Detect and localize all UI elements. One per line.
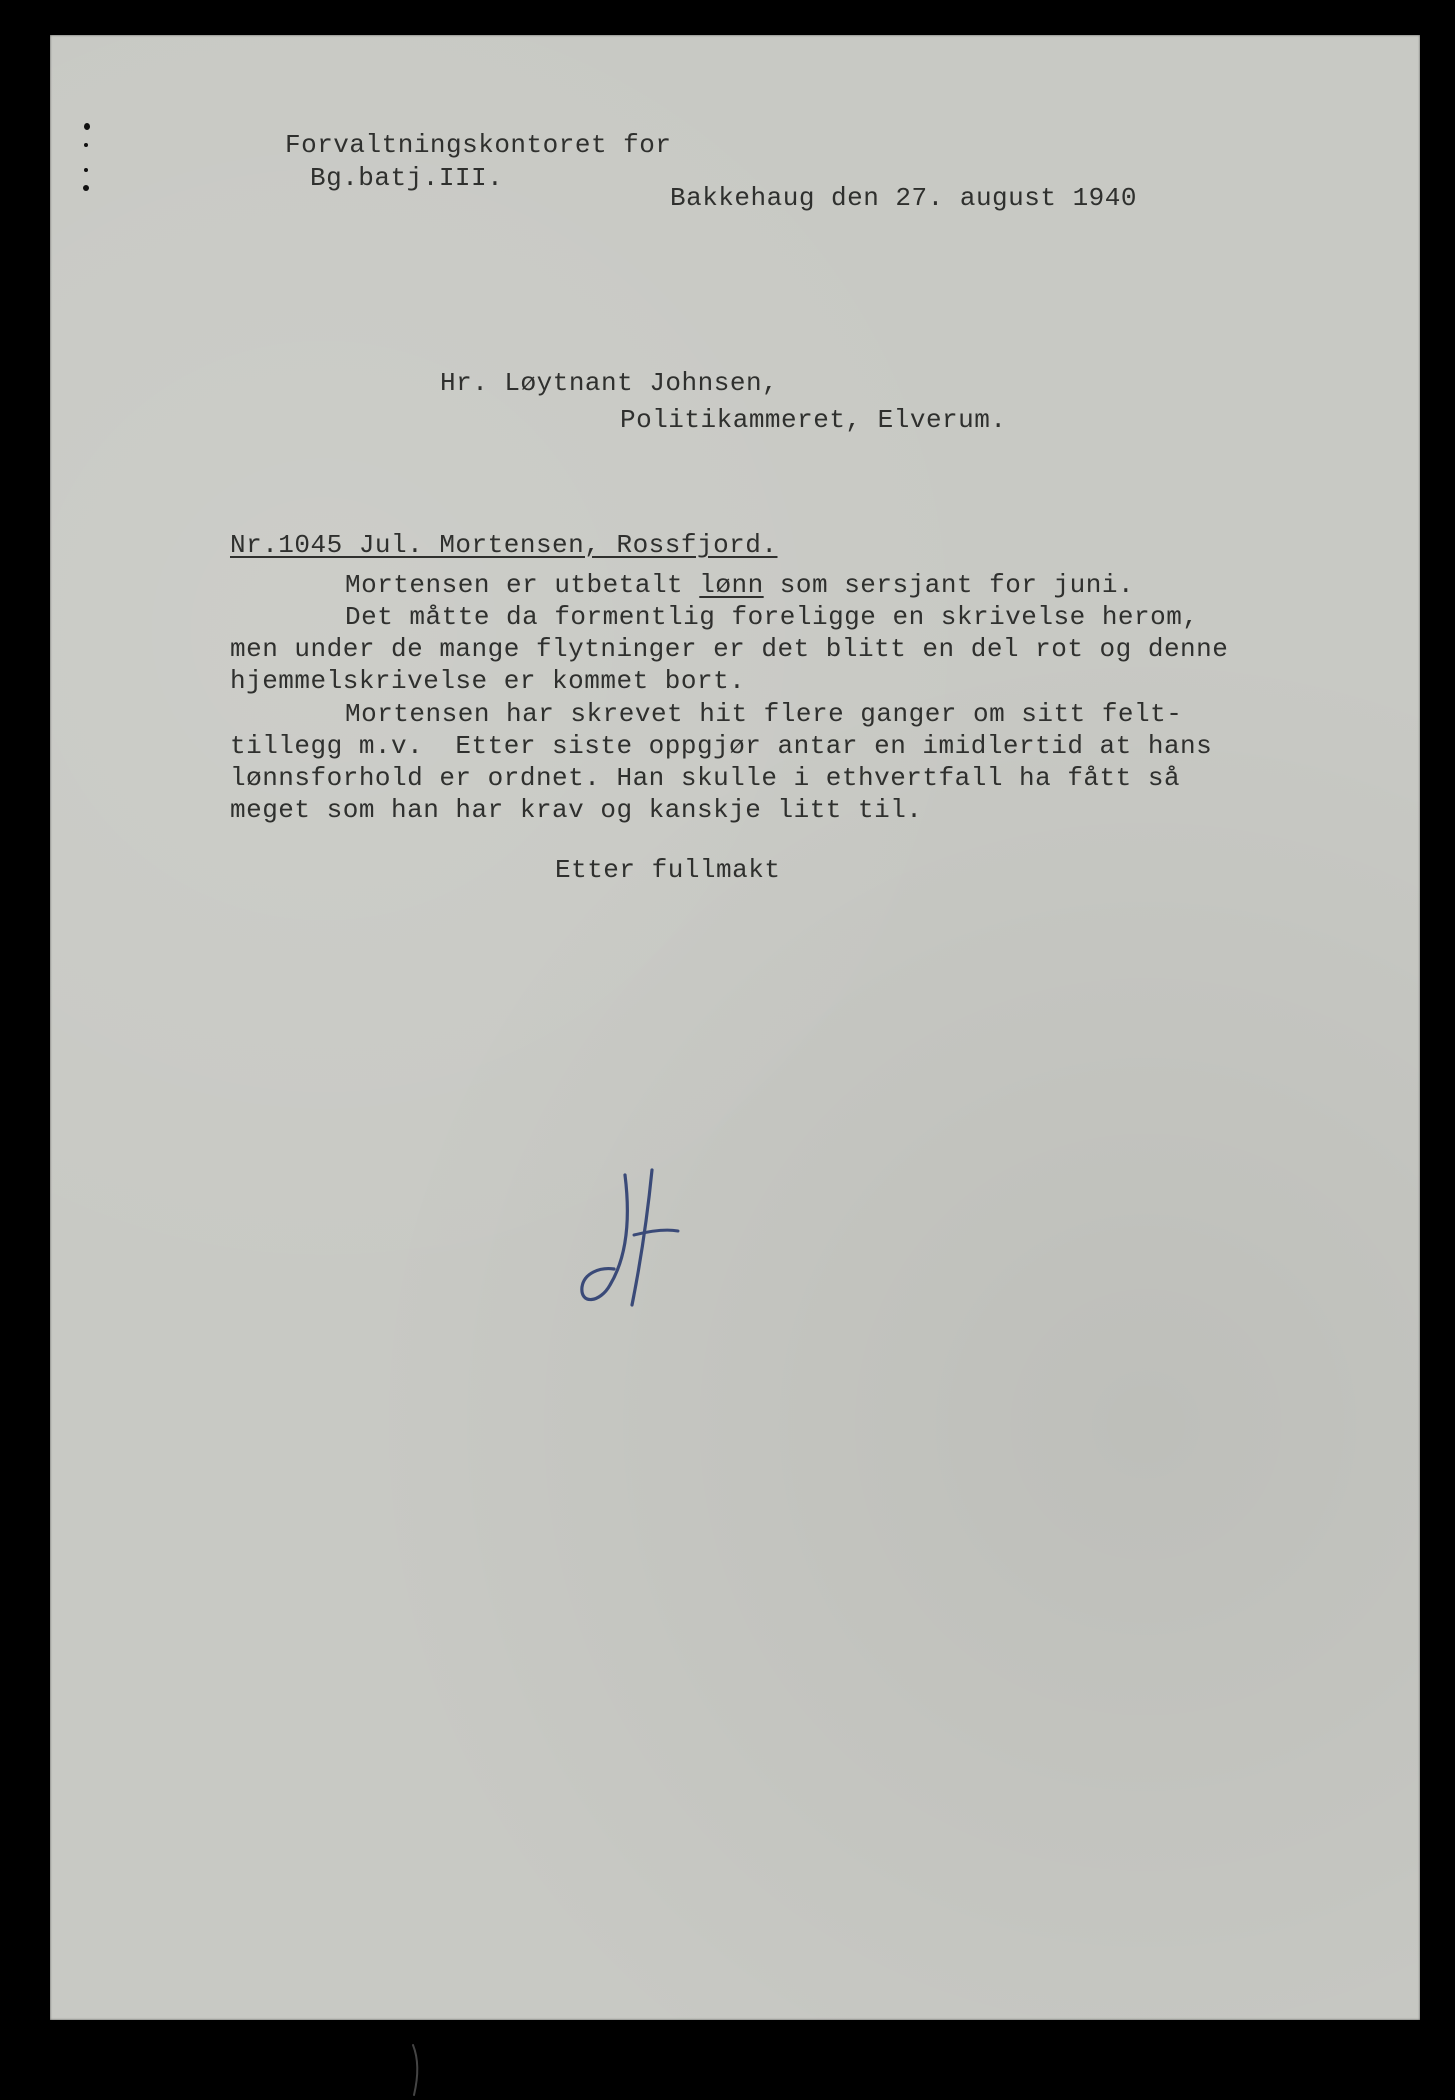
sender-line-2: Bg.batj.III.	[310, 163, 504, 193]
binder-hole-mark	[84, 143, 88, 147]
pencil-mark	[405, 2040, 425, 2100]
body-line: meget som han har krav og kanskje litt til.	[230, 795, 923, 825]
body-line: lønnsforhold er ordnet. Han skulle i ethvertfall ha fått så	[230, 763, 1181, 793]
binder-hole-mark	[83, 185, 89, 191]
closing-text: Etter fullmakt	[555, 855, 781, 885]
p1-text-before: Mortensen er utbetalt	[345, 570, 700, 600]
p1-text-after: som sersjant for juni.	[763, 570, 1135, 600]
recipient-line-2: Politikammeret, Elverum.	[620, 405, 1007, 435]
body-line: tillegg m.v. Etter siste oppgjør antar en imidlertid at hans	[230, 731, 1213, 761]
body-line: men under de mange flytninger er det blitt en del rot og denne	[230, 634, 1229, 664]
binder-hole-mark	[84, 168, 88, 172]
body-line: Mortensen har skrevet hit flere ganger om sitt felt-	[345, 699, 1183, 729]
subject-line: Nr.1045 Jul. Mortensen, Rossfjord.	[230, 530, 778, 560]
binder-hole-mark	[84, 123, 90, 130]
body-line: hjemmelskrivelse er kommet bort.	[230, 666, 746, 696]
body-paragraph-1	[345, 570, 1134, 600]
place-date: Bakkehaug den 27. august 1940	[670, 183, 1137, 213]
p1-emphasis: lønn	[699, 570, 764, 600]
recipient-line-1: Hr. Løytnant Johnsen,	[440, 368, 779, 398]
handwritten-signature	[570, 1155, 700, 1325]
body-line: Det måtte da formentlig foreligge en skrivelse herom,	[345, 602, 1199, 632]
document-page	[50, 35, 1420, 2020]
sender-line-1: Forvaltningskontoret for	[285, 130, 672, 160]
